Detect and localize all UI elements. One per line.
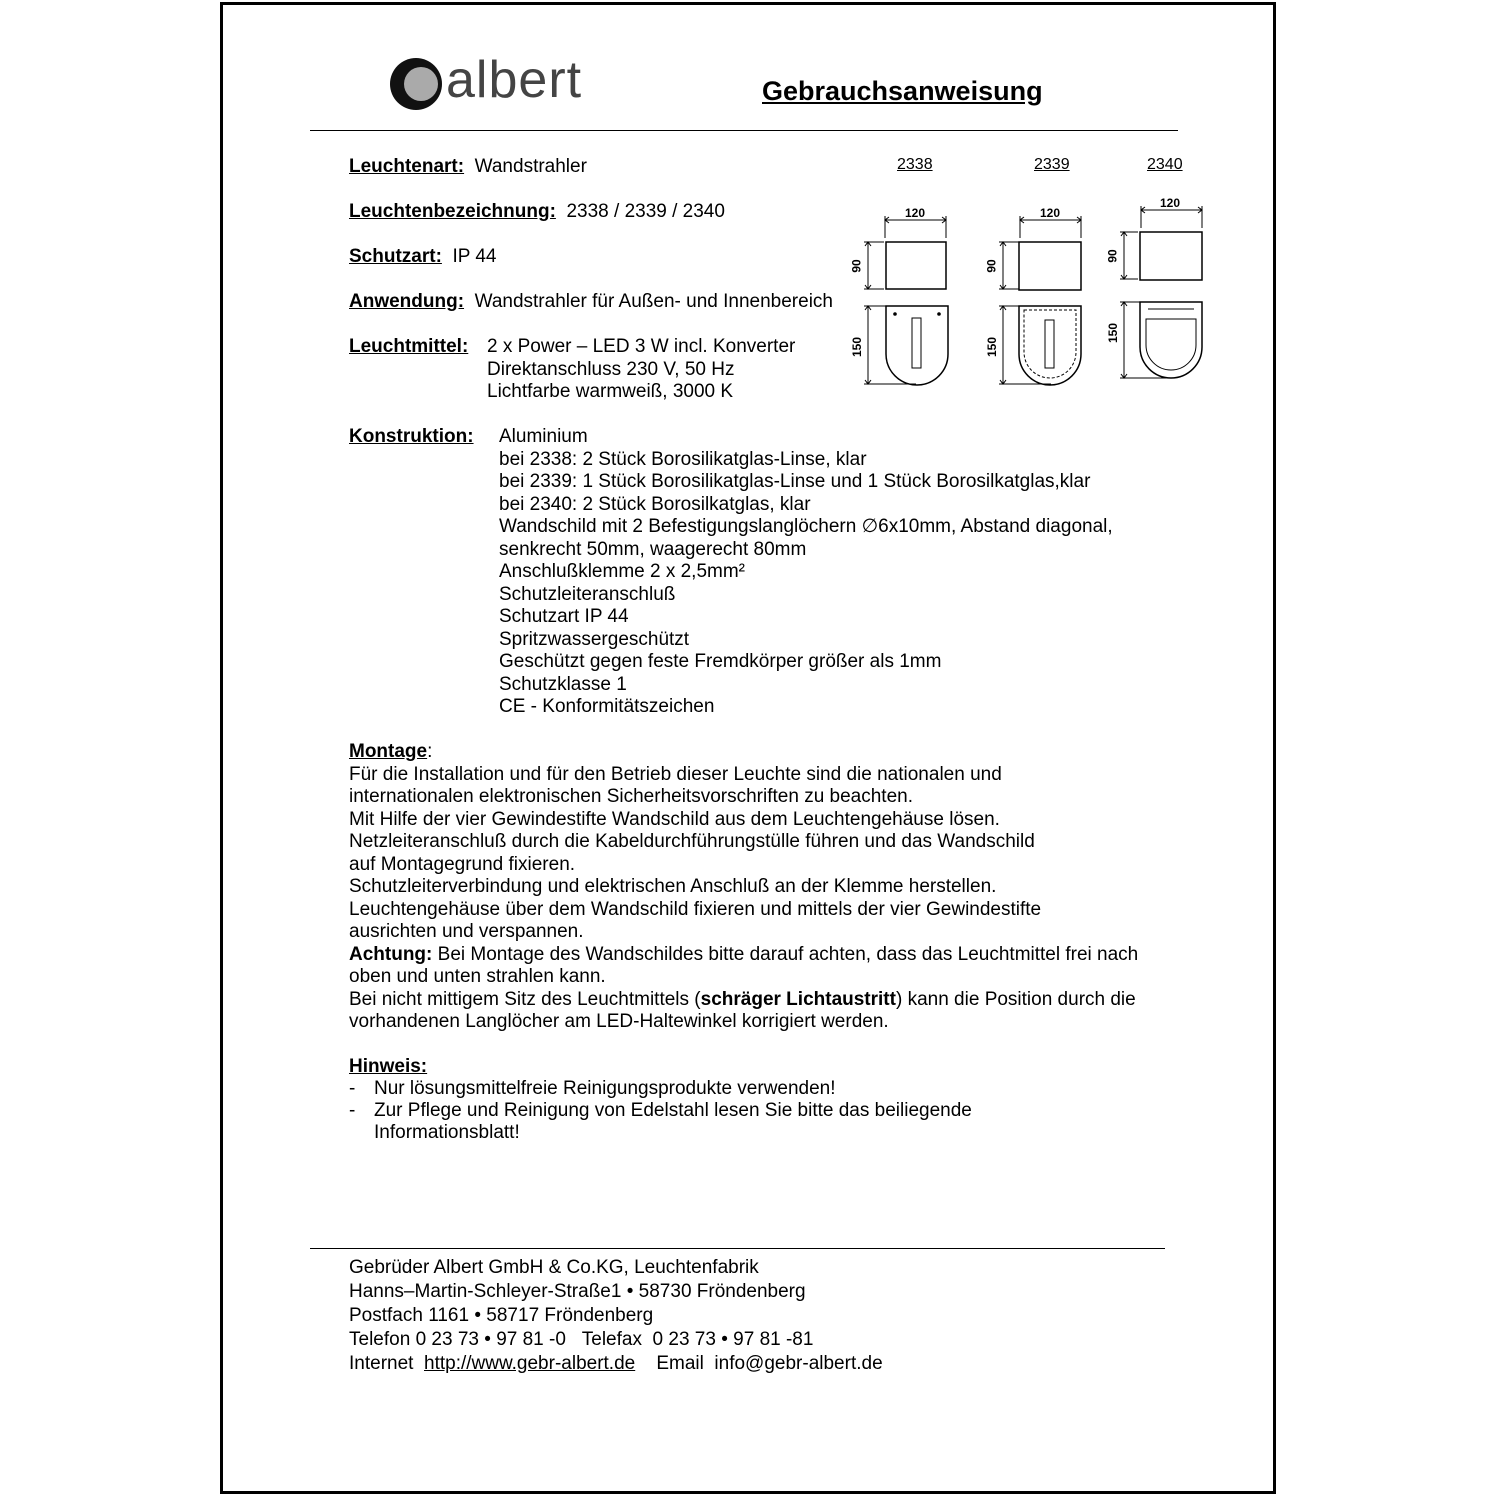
montage-line: internationalen elektronischen Sicherheitsvorschriften zu beachten.: [349, 786, 913, 807]
internet-label: Internet: [349, 1353, 414, 1374]
footer-company: Gebrüder Albert GmbH & Co.KG, Leuchtenfabrik: [349, 1257, 759, 1278]
footer-contact: [349, 1352, 883, 1376]
spec-value: IP 44: [452, 246, 497, 267]
spec-value: 2338 / 2339 / 2340: [566, 201, 725, 222]
position-hint-line-2: vorhandenen Langlöcher am LED-Haltewinkel korrigiert werden.: [349, 1011, 889, 1032]
position-hint-bold: schräger Lichtaustritt: [700, 988, 896, 1010]
konstruktion-line: Schutzklasse 1: [499, 673, 627, 695]
spec-value: Wandstrahler: [474, 156, 587, 177]
konstruktion-lines: [499, 426, 1113, 719]
konstruktion-label: Konstruktion:: [349, 426, 474, 447]
konstruktion-line: Spritzwassergeschützt: [499, 628, 690, 650]
spec-leuchtmittel-lines: [487, 336, 795, 404]
konstruktion-line: Aluminium: [499, 426, 588, 447]
leuchtmittel-line: Lichtfarbe warmweiß, 3000 K: [487, 381, 734, 402]
leuchtmittel-line: 2 x Power – LED 3 W incl. Konverter: [487, 336, 796, 357]
footer-phone: [349, 1328, 883, 1352]
hinweis-item-cont: Informationsblatt!: [374, 1122, 520, 1143]
model-2340-heading: 2340: [1147, 156, 1183, 173]
drawing-2340: [1118, 204, 1208, 380]
spec-label: Schutzart:: [349, 246, 442, 267]
drawing-2339: [997, 214, 1097, 390]
hinweis-dash: -: [349, 1078, 356, 1099]
konstruktion-line: bei 2338: 2 Stück Borosilikatglas-Linse, klar: [499, 448, 867, 470]
footer-divider: [310, 1248, 1165, 1249]
telefon-a: 0 23 73: [415, 1329, 479, 1350]
spec-schutzart: [349, 246, 497, 269]
montage-line: auf Montagegrund fixieren.: [349, 853, 576, 875]
spec-anwendung: [349, 291, 833, 314]
position-hint-b: ) kann die Position durch die: [895, 988, 1136, 1010]
hinweis-item: Nur lösungsmittelfreie Reinigungsprodukte verwenden!: [374, 1078, 836, 1099]
spec-bezeichnung: [349, 201, 725, 224]
model-2339-heading: 2339: [1034, 156, 1070, 173]
konstruktion-line: Schutzleiteranschluß: [499, 583, 676, 605]
telefax-a: 0 23 73: [652, 1329, 716, 1350]
email-label: Email: [656, 1353, 704, 1374]
konstruktion-line: Wandschild mit 2 Befestigungslanglöchern ∅6x10mm, Abstand diagonal,: [499, 516, 1113, 537]
dim-height-label: 90: [984, 259, 999, 273]
page-title: Gebrauchsanweisung: [762, 76, 1043, 106]
telefax-label: Telefax: [581, 1329, 642, 1350]
montage-line: Schutzleiterverbindung und elektrischen Anschluß an der Klemme herstellen.: [349, 876, 997, 897]
konstruktion-line: bei 2339: 1 Stück Borosilikatglas-Linse und 1 Stück Borosilkatglas,klar: [499, 471, 1091, 492]
footer-postbox: [349, 1304, 883, 1328]
achtung-line: [349, 944, 1138, 967]
email-value: info@gebr-albert.de: [714, 1353, 883, 1374]
leuchtmittel-line: Direktanschluss 230 V, 50 Hz: [487, 358, 735, 380]
website-link[interactable]: http://www.gebr-albert.de: [424, 1353, 636, 1374]
spec-leuchtmittel-label: Leuchtmittel:: [349, 336, 469, 357]
bullet-icon: •: [721, 1329, 728, 1350]
drawing-2338: [862, 214, 962, 390]
dim-width-label: 120: [1040, 206, 1061, 220]
dim-height-label: 90: [1105, 249, 1120, 263]
spec-label: Leuchtenart:: [349, 156, 465, 177]
achtung-line-2: oben und unten strahlen kann.: [349, 966, 606, 987]
footer-postbox-a: Postfach 1161: [349, 1305, 470, 1326]
konstruktion-line: Anschlußklemme 2 x 2,5mm²: [499, 561, 746, 582]
dim-depth-label: 150: [850, 336, 865, 358]
dim-width-label: 120: [1160, 196, 1181, 210]
konstruktion-line: CE - Konformitätszeichen: [499, 696, 715, 717]
konstruktion-line: Schutzart IP 44: [499, 606, 629, 627]
spec-label: Leuchtenbezeichnung:: [349, 201, 556, 222]
footer-street-a: Hanns–Martin-Schleyer-Straße1: [349, 1281, 622, 1302]
footer-street: [349, 1280, 883, 1304]
montage-section: [349, 741, 1138, 1034]
dim-depth-label: 150: [1106, 322, 1121, 344]
bullet-icon: •: [626, 1281, 634, 1302]
footer-address: [349, 1256, 883, 1376]
bullet-icon: •: [484, 1329, 491, 1350]
header-divider: [310, 130, 1178, 131]
bullet-icon: •: [474, 1305, 482, 1326]
spec-label: Anwendung:: [349, 291, 465, 312]
model-2338-heading: 2338: [897, 156, 933, 173]
dim-width-label: 120: [905, 206, 926, 220]
footer-street-b: 58730 Fröndenberg: [638, 1281, 806, 1302]
montage-line: ausrichten und verspannen.: [349, 921, 584, 942]
montage-line: Mit Hilfe der vier Gewindestifte Wandschild aus dem Leuchtengehäuse lösen.: [349, 808, 1000, 830]
position-hint-a: Bei nicht mittigem Sitz des Leuchtmittels (: [349, 988, 701, 1010]
montage-line: Netzleiteranschluß durch die Kabeldurchführungstülle führen und das Wandschild: [349, 831, 1035, 852]
montage-line: Leuchtengehäuse über dem Wandschild fixieren und mittels der vier Gewindestifte: [349, 898, 1042, 920]
hinweis-label: Hinweis:: [349, 1056, 428, 1077]
montage-colon: :: [427, 741, 433, 762]
montage-line: Für die Installation und für den Betrieb dieser Leuchte sind die nationalen und: [349, 763, 1002, 785]
konstruktion-line: senkrecht 50mm, waagerecht 80mm: [499, 538, 807, 560]
achtung-label: Achtung:: [349, 943, 433, 965]
hinweis-dash: -: [349, 1100, 356, 1121]
dim-height-label: 90: [849, 259, 864, 273]
montage-heading: [349, 741, 1138, 764]
footer-postbox-b: 58717 Fröndenberg: [486, 1305, 654, 1326]
telefon-label: Telefon: [349, 1329, 411, 1350]
logo-text: albert: [446, 51, 583, 109]
spec-leuchtenart: [349, 156, 587, 179]
konstruktion-line: bei 2340: 2 Stück Borosilkatglas, klar: [499, 493, 811, 515]
telefon-b: 97 81 -0: [496, 1329, 566, 1350]
dim-depth-label: 150: [985, 336, 1000, 358]
telefax-b: 97 81 -81: [733, 1329, 814, 1350]
montage-label: Montage: [349, 741, 428, 762]
konstruktion-line: Geschützt gegen feste Fremdkörper größer als 1mm: [499, 651, 942, 672]
hinweis-item: Zur Pflege und Reinigung von Edelstahl lesen Sie bitte das beiliegende: [374, 1100, 972, 1121]
position-hint-line: [349, 989, 1138, 1012]
achtung-text: Bei Montage des Wandschildes bitte darauf achten, dass das Leuchtmittel frei nach: [432, 943, 1139, 965]
albert-logo-icon: [388, 56, 446, 112]
spec-value: Wandstrahler für Außen- und Innenbereich: [474, 291, 833, 312]
